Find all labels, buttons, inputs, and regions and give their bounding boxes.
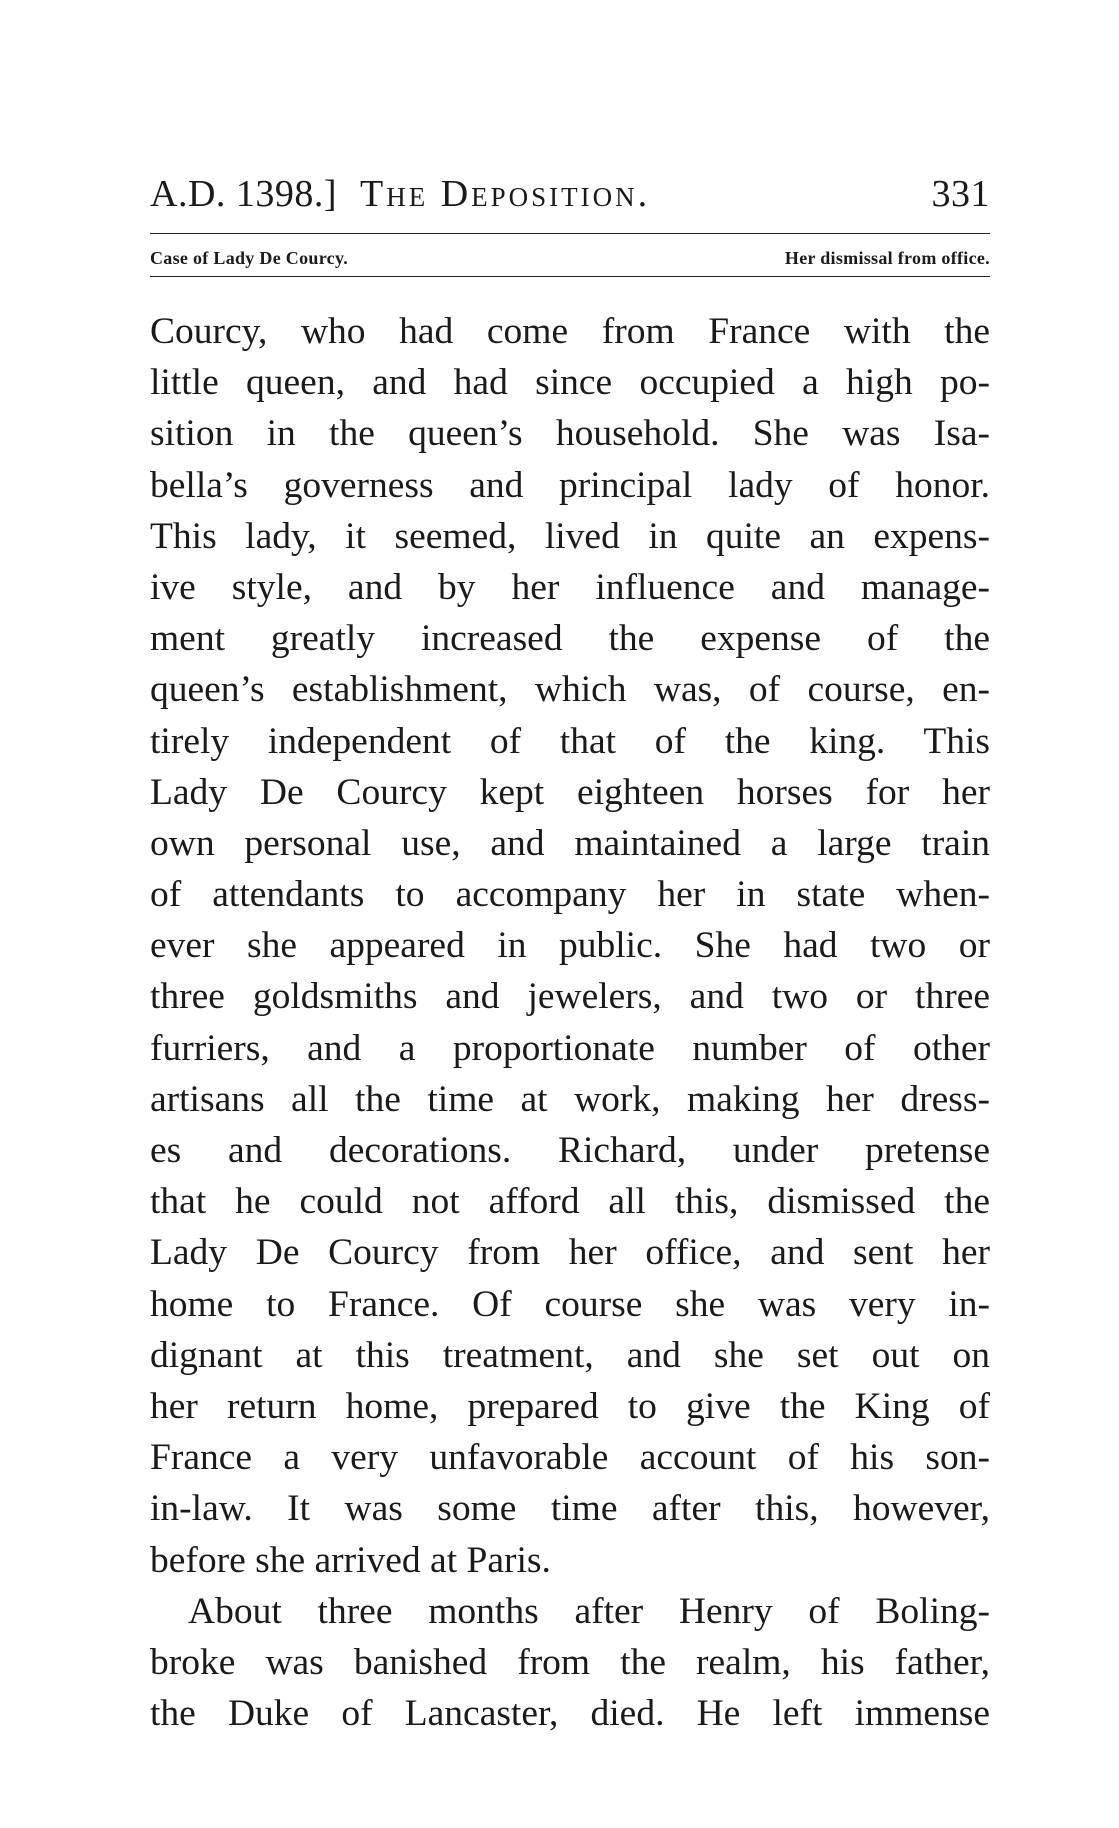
paragraph-start-line: About three months after Henry of Boling- xyxy=(188,1590,990,1632)
text-line: little queen, and had since occupied a high po- xyxy=(150,362,990,404)
chapter-title: The Deposition. xyxy=(360,173,651,215)
text-line: broke was banished from the realm, his father, xyxy=(150,1641,990,1683)
body-text xyxy=(150,306,990,1739)
text-line: of attendants to accompany her in state when- xyxy=(150,874,990,916)
text-line: bella’s governess and principal lady of honor. xyxy=(150,464,990,506)
side-note-left: Case of Lady De Courcy. xyxy=(150,248,349,268)
text-line: France a very unfavorable account of his son- xyxy=(150,1437,990,1479)
text-line: es and decorations. Richard, under pretense xyxy=(150,1130,990,1171)
text-line: sition in the queen’s household. She was Isa- xyxy=(150,413,990,455)
side-notes-rule xyxy=(150,276,990,277)
text-line: her return home, prepared to give the King of xyxy=(150,1385,990,1427)
text-line: ment greatly increased the expense of the xyxy=(150,618,990,660)
side-note-right: Her dismissal from office. xyxy=(784,248,990,268)
text-line: own personal use, and maintained a large train xyxy=(150,822,990,864)
text-line: Courcy, who had come from France with the xyxy=(150,311,990,352)
book-page xyxy=(150,0,990,1828)
text-line: Lady De Courcy kept eighteen horses for her xyxy=(150,771,990,813)
text-line: This lady, it seemed, lived in quite an expens- xyxy=(150,515,990,557)
side-notes xyxy=(150,244,990,272)
text-line: Lady De Courcy from her office, and sent her xyxy=(150,1232,990,1274)
text-line: the Duke of Lancaster, died. He left immense xyxy=(150,1693,990,1735)
text-line: dignant at this treatment, and she set out on xyxy=(150,1334,990,1376)
text-line: artisans all the time at work, making her dress- xyxy=(150,1078,990,1120)
header-date: A.D. 1398.] xyxy=(150,173,338,215)
paragraph-end-line: before she arrived at Paris. xyxy=(150,1539,551,1581)
text-line: ever she appeared in public. She had two or xyxy=(150,925,990,967)
text-line: home to France. Of course she was very in- xyxy=(150,1283,990,1325)
text-line: three goldsmiths and jewelers, and two or three xyxy=(150,976,990,1018)
text-line: in-law. It was some time after this, however, xyxy=(150,1488,990,1530)
header-rule xyxy=(150,233,990,234)
page-number: 331 xyxy=(931,173,990,215)
text-line: tirely independent of that of the king. This xyxy=(150,720,990,762)
text-line: that he could not afford all this, dismissed the xyxy=(150,1181,990,1223)
running-head xyxy=(150,168,990,220)
text-line: queen’s establishment, which was, of course, en- xyxy=(150,669,990,711)
text-line: furriers, and a proportionate number of other xyxy=(150,1027,990,1069)
text-line: ive style, and by her influence and manage- xyxy=(150,566,990,608)
